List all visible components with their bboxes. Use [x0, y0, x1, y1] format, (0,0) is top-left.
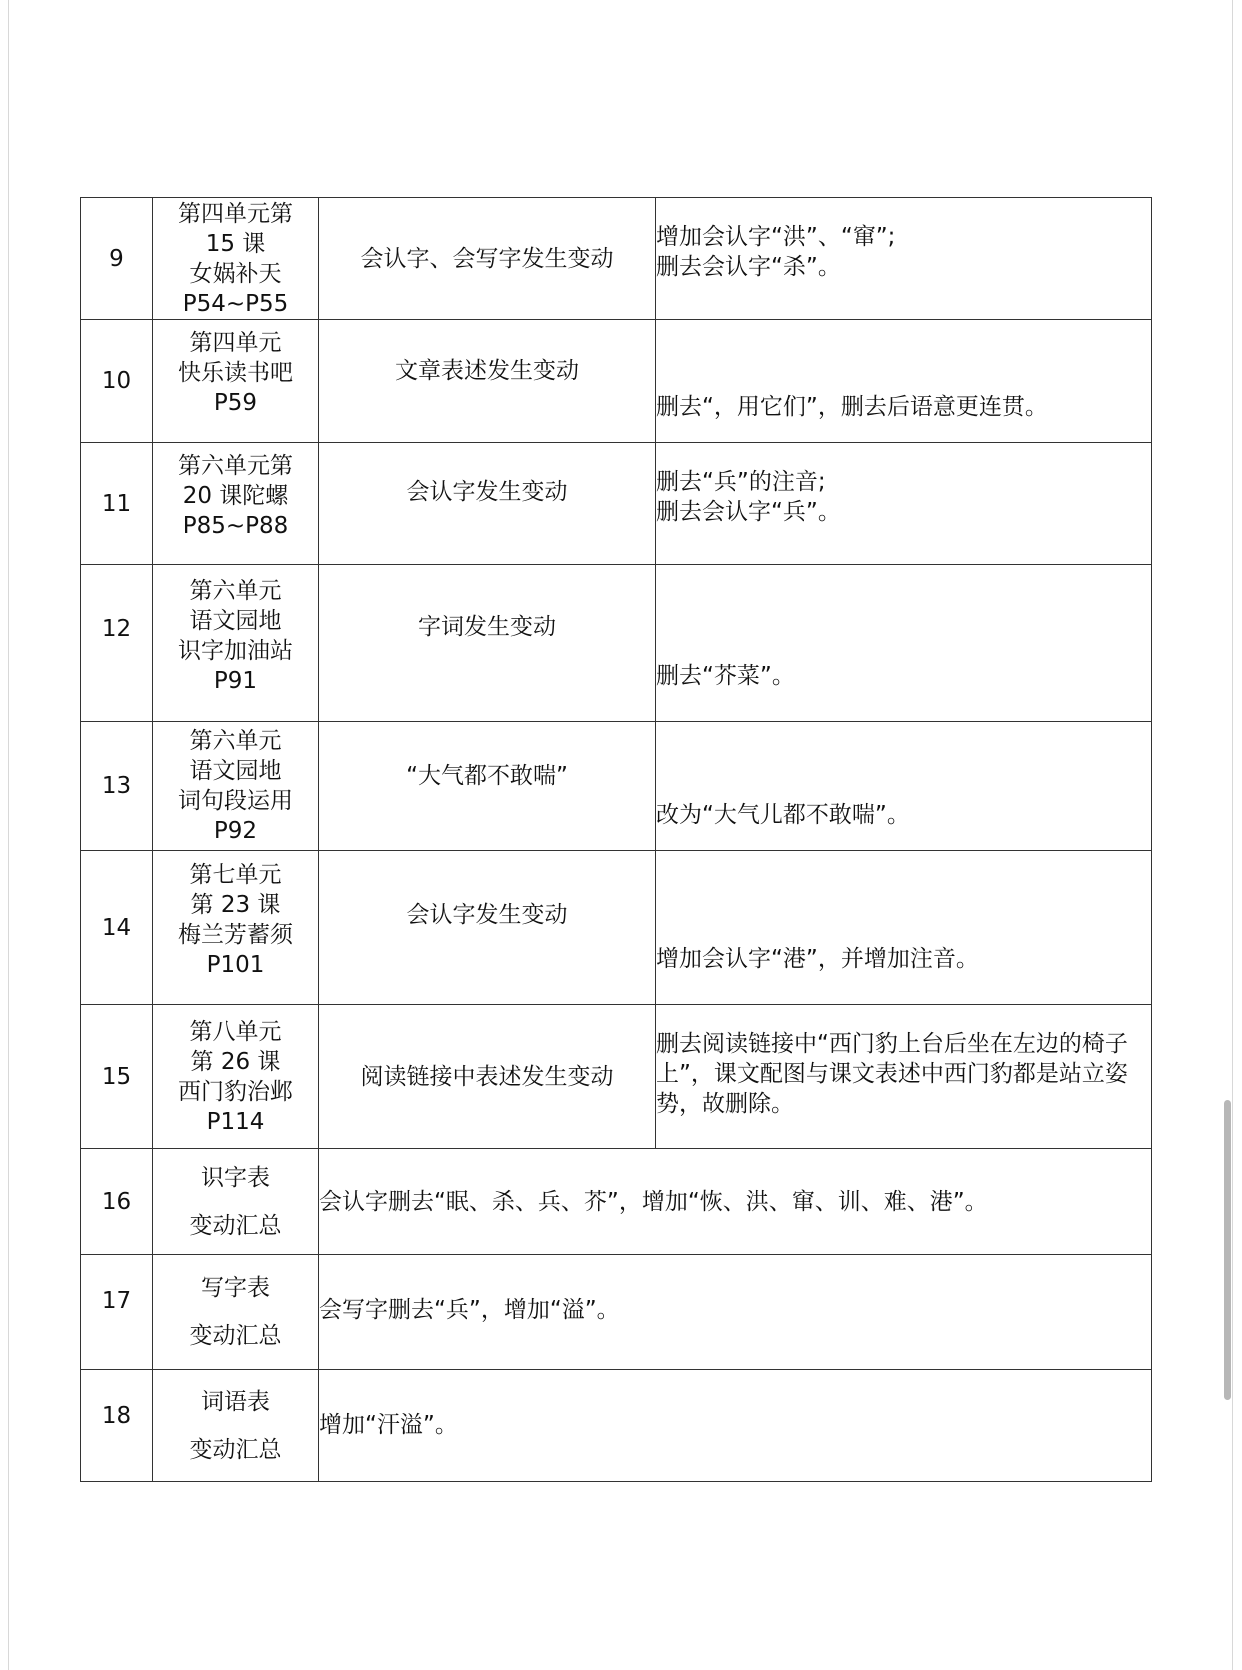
change-detail: 删去“，用它们”，删去后语意更连贯。: [656, 320, 1152, 443]
summary-detail: 增加“汗溢”。: [319, 1370, 1152, 1482]
lesson-location: 第七单元 第 23 课 梅兰芳蓄须 P101: [153, 851, 319, 1005]
change-type: 会认字发生变动: [319, 443, 656, 565]
lesson-location: 第四单元 快乐读书吧 P59: [153, 320, 319, 443]
summary-location: 写字表 变动汇总: [153, 1255, 319, 1370]
row-number: 15: [81, 1005, 153, 1149]
lesson-location: 第六单元第 20 课陀螺 P85~P88: [153, 443, 319, 565]
row-number: 14: [81, 851, 153, 1005]
table-row: [81, 851, 1152, 1005]
change-detail: 删去“芥菜”。: [656, 565, 1152, 722]
change-detail: 删去“兵”的注音; 删去会认字“兵”。: [656, 443, 1152, 565]
lesson-location: 第八单元 第 26 课 西门豹治邺 P114: [153, 1005, 319, 1149]
change-type: “大气都不敢喘”: [319, 722, 656, 851]
summary-row: [81, 1149, 1152, 1255]
textbook-changes-table: [80, 197, 1152, 1482]
change-type: 会认字发生变动: [319, 851, 656, 1005]
change-detail: 增加会认字“洪”、“窜”; 删去会认字“杀”。: [656, 198, 1152, 320]
row-number: 9: [81, 198, 153, 320]
table-row: [81, 722, 1152, 851]
change-type: 文章表述发生变动: [319, 320, 656, 443]
lesson-location: 第六单元 语文园地 识字加油站 P91: [153, 565, 319, 722]
change-type: 字词发生变动: [319, 565, 656, 722]
vertical-scrollbar[interactable]: [1224, 1100, 1231, 1400]
change-type: 会认字、会写字发生变动: [319, 198, 656, 320]
table-row: [81, 443, 1152, 565]
change-type: 阅读链接中表述发生变动: [319, 1005, 656, 1149]
row-number: 16: [81, 1149, 153, 1255]
summary-location: 识字表 变动汇总: [153, 1149, 319, 1255]
page-edge-right: [1232, 0, 1233, 1670]
page-edge-left: [8, 0, 9, 1670]
summary-location: 词语表 变动汇总: [153, 1370, 319, 1482]
table-row: [81, 1005, 1152, 1149]
row-number: 18: [81, 1370, 153, 1482]
row-number: 11: [81, 443, 153, 565]
summary-detail: 会写字删去“兵”，增加“溢”。: [319, 1255, 1152, 1370]
row-number: 17: [81, 1255, 153, 1370]
row-number: 13: [81, 722, 153, 851]
change-detail: 改为“大气儿都不敢喘”。: [656, 722, 1152, 851]
row-number: 10: [81, 320, 153, 443]
summary-row: [81, 1370, 1152, 1482]
row-number: 12: [81, 565, 153, 722]
summary-detail: 会认字删去“眠、杀、兵、芥”，增加“恢、洪、窜、训、难、港”。: [319, 1149, 1152, 1255]
lesson-location: 第六单元 语文园地 词句段运用 P92: [153, 722, 319, 851]
change-detail: 增加会认字“港”，并增加注音。: [656, 851, 1152, 1005]
change-detail: 删去阅读链接中“西门豹上台后坐在左边的椅子 上”，课文配图与课文表述中西门豹都是站立姿 势，故删除。: [656, 1005, 1152, 1149]
summary-row: [81, 1255, 1152, 1370]
table-row: [81, 198, 1152, 320]
table-row: [81, 320, 1152, 443]
table-row: [81, 565, 1152, 722]
lesson-location: 第四单元第 15 课 女娲补天 P54~P55: [153, 198, 319, 320]
